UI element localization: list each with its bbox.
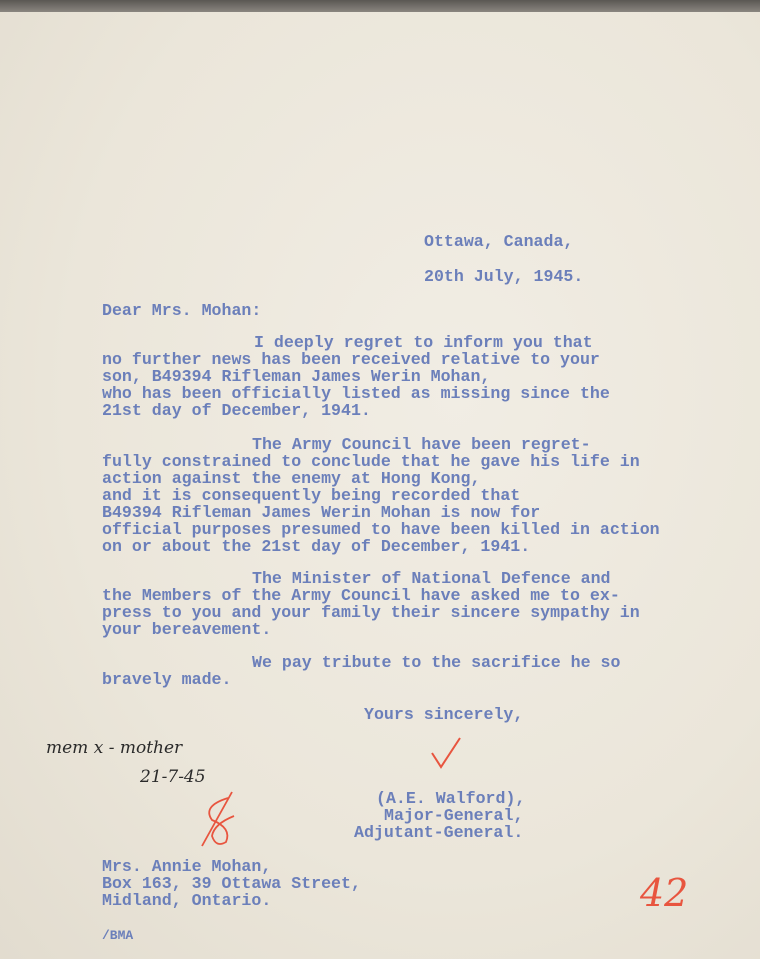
address-line: Box 163, 39 Ottawa Street, xyxy=(102,874,361,893)
paragraph-line: fully constrained to conclude that he gave his life in xyxy=(102,452,640,471)
paragraph-line: bravely made. xyxy=(102,670,232,689)
paragraph-3 xyxy=(102,570,640,638)
paragraph-line: on or about the 21st day of December, 1941. xyxy=(102,537,531,556)
paragraph-line: We pay tribute to the sacrifice he so xyxy=(252,653,621,672)
address-line: Mrs. Annie Mohan, xyxy=(102,857,272,876)
salutation: Dear Mrs. Mohan: xyxy=(102,301,262,320)
paragraph-line: action against the enemy at Hong Kong, xyxy=(102,469,481,488)
paragraph-4 xyxy=(102,654,620,688)
paragraph-line: and it is consequently being recorded that xyxy=(102,486,521,505)
paragraph-line: official purposes presumed to have been killed in action xyxy=(102,520,660,539)
closing: Yours sincerely, xyxy=(364,705,524,724)
paragraph-line: who has been officially listed as missing since the xyxy=(102,384,610,403)
red-pencil-mark-icon xyxy=(192,790,252,850)
paragraph-line: The Army Council have been regret- xyxy=(252,435,591,454)
window-top-bar xyxy=(0,0,760,12)
typist-reference: /BMA xyxy=(102,928,134,943)
paragraph-line: B49394 Rifleman James Werin Mohan is now for xyxy=(102,503,541,522)
paragraph-1 xyxy=(102,334,610,419)
signature-name: (A.E. Walford), xyxy=(376,789,526,808)
handwritten-date: 21-7-45 xyxy=(140,767,206,787)
letter-place: Ottawa, Canada, xyxy=(424,232,574,251)
paragraph-line: no further news has been received relative to your xyxy=(102,350,600,369)
paragraph-line: The Minister of National Defence and xyxy=(252,569,611,588)
letter-date: 20th July, 1945. xyxy=(424,267,584,286)
paragraph-2 xyxy=(102,436,660,555)
recipient-address xyxy=(102,858,361,909)
page-number: 42 xyxy=(640,871,689,915)
paragraph-line: I deeply regret to inform you that xyxy=(254,333,593,352)
paragraph-line: the Members of the Army Council have asked me to ex- xyxy=(102,586,620,605)
address-line: Midland, Ontario. xyxy=(102,891,272,910)
paragraph-line: son, B49394 Rifleman James Werin Mohan, xyxy=(102,367,491,386)
handwritten-note: mem x - mother xyxy=(46,738,183,758)
signature-rank: Major-General, xyxy=(384,806,524,825)
check-mark-icon xyxy=(428,735,464,771)
signature-title: Adjutant-General. xyxy=(354,823,524,842)
paragraph-line: press to you and your family their sincere sympathy in xyxy=(102,603,640,622)
paragraph-line: 21st day of December, 1941. xyxy=(102,401,371,420)
paragraph-line: your bereavement. xyxy=(102,620,272,639)
